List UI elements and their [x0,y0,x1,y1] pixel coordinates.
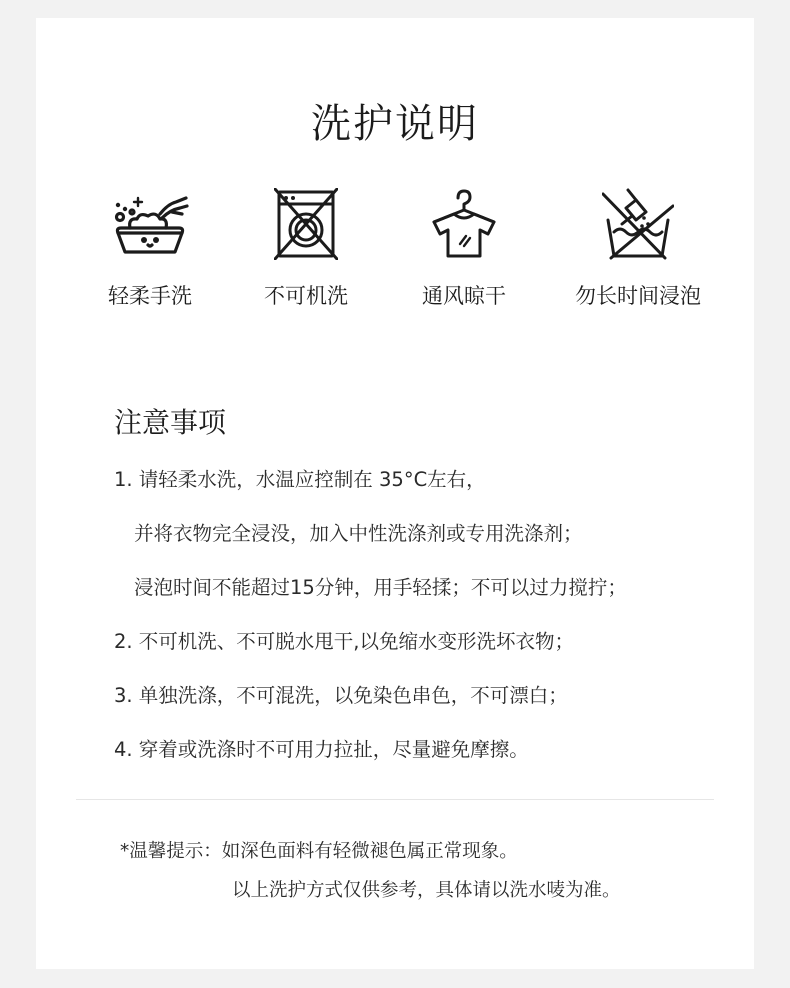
hang-dry-icon [428,188,500,260]
care-label-hand-wash: 轻柔手洗 [108,284,192,308]
hand-wash-icon [110,188,190,260]
care-label-no-machine-wash: 不可机洗 [264,284,348,308]
care-item-no-soak [548,188,728,310]
tip-line-2: 以上洗护方式仅供参考，具体请以洗水唛为准。 [232,880,621,901]
care-label-no-soak: 勿长时间浸泡 [575,284,701,308]
care-icon-row [36,188,754,348]
care-item-hand-wash [60,188,240,310]
care-item-hang-dry [374,188,554,310]
tip-line-1: *温馨提示：如深色面料有轻微褪色属正常现象。 [120,841,518,862]
no-soak-icon [602,188,674,260]
note-line-1: 1. 请轻柔水洗，水温应控制在 35°C左右， [114,468,486,491]
note-line-1-cont-a: 并将衣物完全浸没，加入中性洗涤剂或专用洗涤剂； [134,522,583,545]
care-item-no-machine-wash [216,188,396,310]
note-line-3: 3. 单独洗涤，不可混洗，以免染色串色，不可漂白； [114,684,568,707]
divider [76,799,714,800]
care-label-hang-dry: 通风晾干 [422,284,506,308]
care-instructions-card [36,18,754,969]
notes-heading: 注意事项 [114,406,227,439]
note-line-2: 2. 不可机洗、不可脱水甩干,以免缩水变形洗坏衣物； [114,630,575,653]
no-machine-wash-icon [274,188,338,260]
page-title: 洗护说明 [311,101,479,147]
note-line-4: 4. 穿着或洗涤时不可用力拉扯，尽量避免摩擦。 [114,738,529,761]
note-line-1-cont-b: 浸泡时间不能超过15分钟，用手轻揉；不可以过力搅拧； [134,576,627,599]
